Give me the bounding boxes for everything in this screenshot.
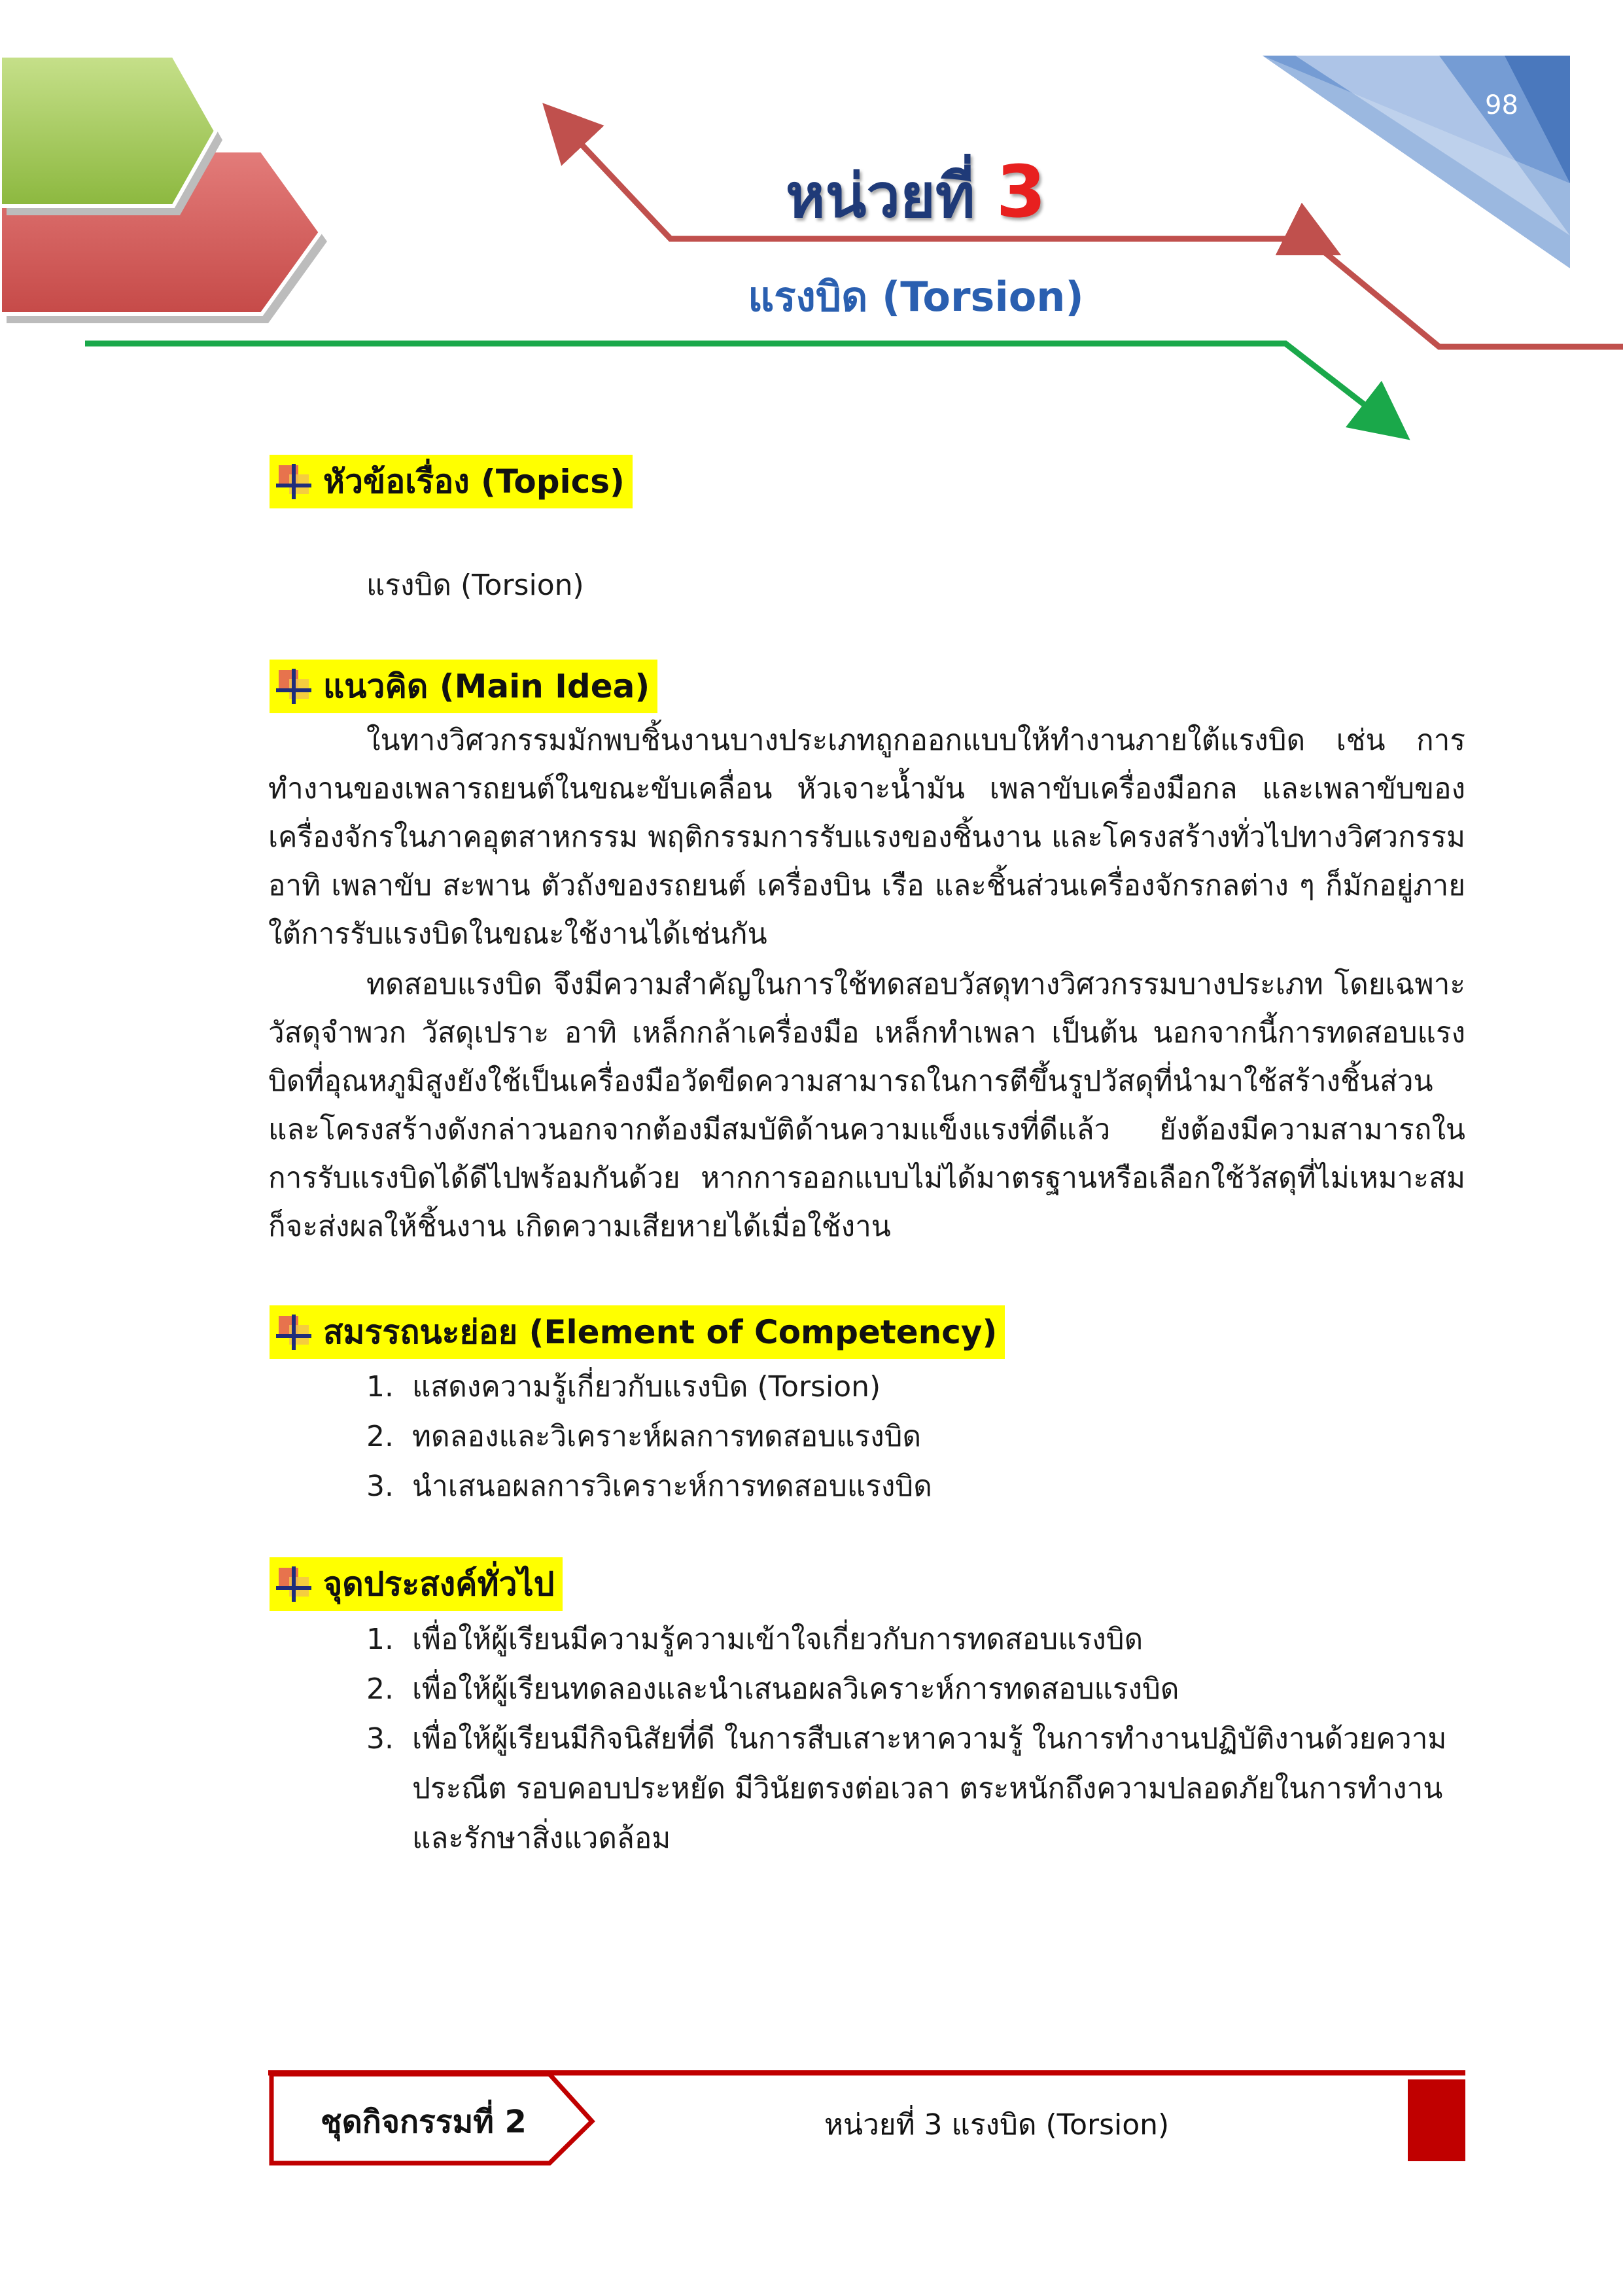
topics-heading [270,455,633,508]
main-idea-paragraph-1: ในทางวิศวกรรมมักพบชิ้นงานบางประเภทถูกออกแบบให้ทำงานภายใต้แรงบิด เช่น การทำงานของเพลารถยนต์ในขณะขับเคลื่อน หัวเจาะน้ำมัน เพลาขับเครื่องมือกล และเพลาขับของเครื่องจักรในภาคอุตสาหกรรม พฤติกรรมการรับแรงของชิ้นงาน และโครงสร้างทั่วไปทางวิศวกรรม อาทิ เพลาขับ สะพาน ตัวถังของรถยนต์ เครื่องบิน เรือ และชิ้นส่วนเครื่องจักรกลต่าง ๆ ก็มักอยู่ภายใต้การรับแรงบิดในขณะใช้งานได้เช่นกัน [268,724,1465,951]
list-item: 2. เพื่อให้ผู้เรียนทดลองและนำเสนอผลวิเคราะห์การทดสอบแรงบิด [366,1672,1179,1706]
competency-section [270,1305,1005,1359]
topics-section [270,455,633,508]
main-idea-heading [270,660,657,713]
main-idea-section [270,660,657,713]
list-item: 3. นำเสนอผลการวิเคราะห์การทดสอบแรงบิด [366,1470,932,1503]
list-item: 1. แสดงความรู้เกี่ยวกับแรงบิด (Torsion) [366,1370,881,1404]
objectives-list [366,1615,1465,1863]
page-number: 98 [1485,90,1518,120]
competency-heading-text: สมรรถนะย่อย (Element of Competency) [323,1313,998,1351]
main-idea-heading-text: แนวคิด (Main Idea) [323,667,650,705]
main-idea-paragraph-2: ทดสอบแรงบิด จึงมีความสำคัญในการใช้ทดสอบวัสดุทางวิศวกรรมบางประเภท โดยเฉพาะวัสดุจำพวก วัสดุเปราะ อาทิ เหล็กกล้าเครื่องมือ เหล็กทำเพลา เป็นต้น นอกจากนี้การทดสอบแรงบิดที่อุณหภูมิสูงยังใช้เป็นเครื่องมือวัดขีดความสามารถในการตีขึ้นรูปวัสดุที่นำมาใช้สร้างชิ้นส่วน และโครงสร้างดังกล่าวนอกจากต้องมีสมบัติด้านความแข็งแรงที่ดีแล้ว ยังต้องมีความสามารถในการรับแรงบิดได้ดีไปพร้อมกันด้วย หากการออกแบบไม่ได้มาตรฐานหรือเลือกใช้วัสดุที่ไม่เหมาะสม ก็จะส่งผลให้ชิ้นงาน เกิดความเสียหายได้เมื่อใช้งาน [268,968,1465,1243]
plus-bullet-icon [276,464,311,499]
objectives-section [270,1557,563,1611]
objectives-heading [270,1557,563,1611]
plus-bullet-icon [276,1566,311,1602]
footer-unit-text: หน่วยที่ 3 แรงบิด (Torsion) [824,2108,1170,2142]
plus-bullet-icon [276,669,311,704]
unit-number: 3 [996,150,1047,234]
header-chevrons [0,56,327,323]
topics-heading-text: หัวข้อเรื่อง (Topics) [323,463,625,501]
objectives-heading-text: จุดประสงค์ทั่วไป [323,1565,555,1603]
list-item: 2. ทดลองและวิเคราะห์ผลการทดสอบแรงบิด [366,1420,922,1453]
competency-heading [270,1305,1005,1359]
unit-title [752,147,1079,243]
footer-activity-title: ชุดกิจกรรมที่ 2 [321,2104,527,2140]
plus-bullet-icon [276,1315,311,1350]
list-item: 3. เพื่อให้ผู้เรียนมีกิจนิสัยที่ดี ในการสืบเสาะหาความรู้ ในการทำงานปฏิบัติงานด้วยความประณีต รอบคอบประหยัด มีวินัยตรงต่อเวลา ตระหนักถึงความปลอดภัยในการทำงาน และรักษาสิ่งแวดล้อม [366,1722,1447,1855]
unit-prefix: หน่วยที่ [785,161,975,231]
topics-text: แรงบิด (Torsion) [366,569,584,602]
unit-subtitle: แรงบิด (Torsion) [748,273,1084,321]
competency-list [366,1362,1465,1511]
list-item: 1. เพื่อให้ผู้เรียนมีความรู้ความเข้าใจเกี่ยวกับการทดสอบแรงบิด [366,1623,1143,1656]
